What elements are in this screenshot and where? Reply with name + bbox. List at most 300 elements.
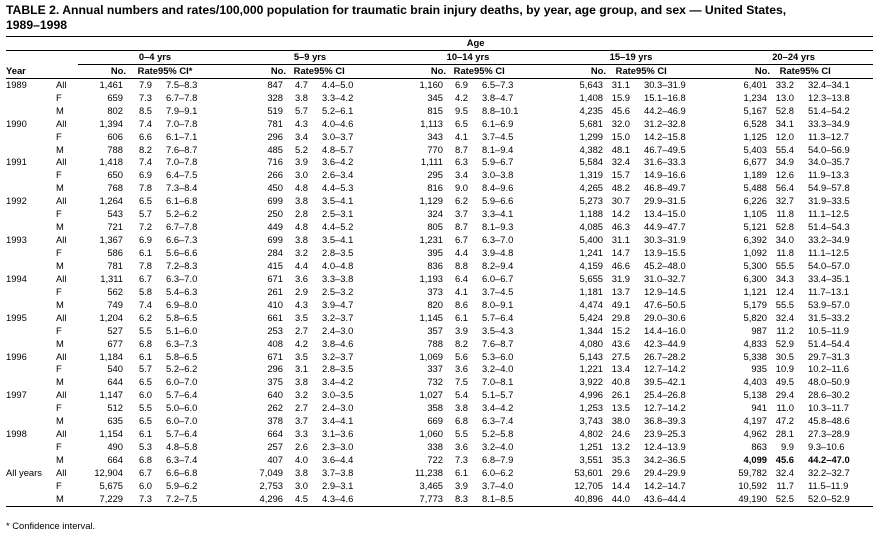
count-cell: 296 [267, 363, 283, 375]
ci-cell: 6.3–7.0 [166, 272, 198, 284]
table-row [6, 118, 873, 131]
col-no: No. [78, 64, 126, 78]
table-row [6, 428, 873, 441]
year-cell [6, 221, 56, 234]
year-cell [6, 131, 56, 144]
rate-cell: 11.8 [776, 208, 794, 220]
rate-cell: 34.9 [775, 156, 794, 168]
ci-cell: 5.2–5.8 [482, 428, 514, 440]
count-cell: 449 [267, 221, 283, 233]
sex-cell: All [56, 311, 67, 323]
count-cell: 4,159 [579, 259, 603, 271]
rate-cell: 2.8 [294, 208, 308, 220]
count-cell: 1,299 [579, 130, 603, 142]
rate-cell: 3.2 [294, 247, 308, 259]
rate-cell: 5.3 [138, 441, 152, 453]
sex-cell: F [56, 208, 62, 220]
count-cell: 284 [267, 247, 283, 259]
sex-cell: M [56, 259, 64, 271]
count-cell: 378 [267, 415, 283, 427]
rate-cell: 31.9 [611, 272, 630, 284]
rate-cell: 48.2 [611, 182, 630, 194]
count-cell: 4,802 [579, 428, 603, 440]
ci-cell: 5.9–6.6 [482, 195, 514, 207]
year-cell: 1993 [6, 234, 27, 246]
ci-cell: 5.7–6.4 [482, 311, 514, 323]
count-cell: 12,705 [574, 479, 603, 491]
count-cell: 296 [267, 130, 283, 142]
rate-cell: 11.0 [776, 402, 794, 414]
count-cell: 802 [107, 104, 123, 116]
rate-cell: 3.8 [294, 376, 308, 388]
group-20-24: 20–24 yrs [714, 50, 873, 64]
count-cell: 1,408 [579, 91, 603, 103]
ci-cell: 3.8–4.7 [482, 91, 514, 103]
count-cell: 49,190 [714, 493, 770, 506]
ci-cell: 5.2–6.2 [166, 208, 198, 220]
ci-cell: 8.0–9.1 [482, 298, 514, 310]
count-cell: 5,400 [579, 234, 603, 246]
table-row [6, 286, 873, 299]
count-cell: 4,235 [579, 104, 603, 116]
ci-cell: 10.2–11.6 [808, 363, 850, 375]
rate-cell: 5.2 [294, 143, 308, 155]
year-cell [6, 454, 56, 467]
ci-cell: 13.9–15.5 [644, 247, 686, 259]
count-cell: 262 [267, 402, 283, 414]
rate-cell: 26.1 [611, 389, 630, 401]
rate-cell: 3.5 [294, 350, 308, 362]
rate-cell: 3.4 [294, 130, 308, 142]
rate-cell: 5.7 [138, 363, 152, 375]
ci-cell: 51.4–54.3 [808, 221, 850, 233]
count-cell: 4,996 [579, 389, 603, 401]
rate-cell: 32.7 [775, 195, 794, 207]
col-ci: 95% CI [314, 64, 388, 78]
ci-cell: 2.8–3.5 [322, 363, 354, 375]
sex-cell: M [56, 454, 64, 466]
rate-cell: 44.0 [606, 493, 636, 506]
count-cell: 644 [107, 376, 123, 388]
year-cell [6, 247, 56, 260]
count-cell: 1,344 [579, 324, 603, 336]
ci-cell: 44.2–47.0 [808, 454, 850, 466]
rate-cell: 49.1 [611, 298, 630, 310]
count-cell: 1,181 [579, 285, 603, 297]
rate-cell: 8.3 [446, 493, 474, 506]
rate-cell: 6.8 [138, 454, 152, 466]
count-cell: 12,904 [94, 466, 123, 478]
rate-cell: 24.6 [611, 428, 630, 440]
count-cell: 1,160 [419, 78, 443, 90]
year-cell [6, 208, 56, 221]
sex-cell: F [56, 441, 62, 453]
rate-cell: 5.7 [138, 208, 152, 220]
count-cell: 6,401 [743, 78, 767, 90]
ci-cell: 2.5–3.1 [322, 208, 354, 220]
year-cell [6, 441, 56, 454]
rate-cell: 34.3 [775, 272, 794, 284]
rate-cell: 7.3 [138, 91, 152, 103]
ci-cell: 6.0–7.0 [166, 415, 198, 427]
count-cell: 250 [267, 208, 283, 220]
ci-cell: 5.4–6.3 [166, 285, 198, 297]
rate-cell: 43.6 [611, 337, 630, 349]
ci-cell: 5.7–6.4 [166, 428, 198, 440]
rate-cell: 55.4 [775, 143, 794, 155]
rate-cell: 8.5 [138, 104, 152, 116]
ci-cell: 23.9–25.3 [644, 428, 686, 440]
rate-cell: 45.6 [775, 454, 794, 466]
rate-cell: 11.8 [776, 247, 794, 259]
count-cell: 519 [267, 104, 283, 116]
rate-cell: 52.5 [770, 493, 800, 506]
rate-cell: 6.0 [138, 479, 152, 491]
ci-cell: 3.3–3.8 [322, 272, 354, 284]
count-cell: 1,069 [419, 350, 443, 362]
sex-cell: M [56, 104, 64, 116]
count-cell: 586 [107, 247, 123, 259]
count-cell: 1,311 [100, 272, 123, 284]
rate-cell: 52.8 [775, 104, 794, 116]
ci-cell: 6.0–7.0 [166, 376, 198, 388]
ci-cell: 3.5–4.3 [482, 324, 514, 336]
count-cell: 1,121 [743, 285, 767, 297]
ci-cell: 31.9–33.5 [808, 195, 850, 207]
ci-cell: 3.8–4.6 [322, 337, 354, 349]
ci-cell: 4.4–5.0 [322, 78, 354, 90]
count-cell: 1,188 [579, 208, 603, 220]
ci-cell: 4.3–4.6 [314, 493, 388, 506]
ci-cell: 8.1–9.4 [482, 143, 514, 155]
year-cell [6, 402, 56, 415]
count-cell: 6,528 [743, 117, 767, 129]
count-cell: 7,229 [78, 493, 126, 506]
count-cell: 1,145 [419, 311, 443, 323]
ci-cell: 5.2–6.1 [322, 104, 354, 116]
count-cell: 1,092 [743, 247, 767, 259]
count-cell: 5,643 [579, 78, 603, 90]
count-cell: 5,273 [579, 195, 603, 207]
sex-cell: All [56, 272, 67, 284]
ci-cell: 5.8–6.5 [166, 350, 198, 362]
count-cell: 732 [427, 376, 443, 388]
table-row [6, 169, 873, 182]
count-cell: 1,105 [743, 208, 767, 220]
count-cell: 266 [267, 169, 283, 181]
count-cell: 664 [107, 454, 123, 466]
rate-cell: 3.2 [294, 389, 308, 401]
count-cell: 4,085 [579, 221, 603, 233]
ci-cell: 3.1–3.6 [322, 428, 354, 440]
rate-cell: 12.6 [775, 169, 794, 181]
year-cell [6, 363, 56, 376]
table-row [6, 92, 873, 105]
rate-cell: 6.8 [138, 337, 152, 349]
ci-cell: 32.4–34.1 [808, 78, 850, 90]
rate-cell: 7.4 [138, 298, 152, 310]
count-cell: 1,319 [579, 169, 603, 181]
ci-cell: 7.2–7.5 [158, 493, 232, 506]
ci-cell: 25.4–26.8 [644, 389, 686, 401]
count-cell: 295 [427, 169, 443, 181]
count-cell: 395 [427, 247, 443, 259]
rate-cell: 3.9 [454, 324, 468, 336]
count-cell: 407 [267, 454, 283, 466]
count-cell: 5,820 [743, 311, 767, 323]
rate-cell: 4.0 [294, 454, 308, 466]
rate-cell: 6.1 [454, 311, 468, 323]
ci-cell: 6.8–7.9 [482, 454, 514, 466]
rate-cell: 9.5 [454, 104, 468, 116]
ci-cell: 33.2–34.9 [808, 234, 850, 246]
year-cell: 1990 [6, 117, 27, 129]
ci-cell: 7.3–8.4 [166, 182, 198, 194]
year-header: Year [6, 64, 78, 78]
rate-cell: 6.1 [138, 247, 152, 259]
year-cell [6, 415, 56, 428]
rate-cell: 14.4 [611, 479, 630, 491]
count-cell: 7,049 [259, 466, 283, 478]
count-cell: 4,833 [743, 337, 767, 349]
table-row [6, 144, 873, 157]
sex-cell: F [56, 285, 62, 297]
count-cell: 987 [751, 324, 767, 336]
rate-cell: 2.7 [294, 324, 308, 336]
count-cell: 5,300 [743, 259, 767, 271]
header-blank [6, 37, 78, 51]
rate-cell: 29.6 [611, 466, 630, 478]
rate-cell: 4.1 [454, 130, 468, 142]
count-cell: 1,264 [99, 195, 123, 207]
ci-cell: 6.9–8.0 [166, 298, 198, 310]
rate-cell: 3.6 [294, 272, 308, 284]
rate-cell: 34.1 [775, 117, 794, 129]
table-row [6, 221, 873, 234]
count-cell: 408 [267, 337, 283, 349]
count-cell: 1,189 [743, 169, 767, 181]
ci-cell: 46.8–49.7 [644, 182, 686, 194]
ci-cell: 39.5–42.1 [644, 376, 686, 388]
ci-cell: 12.9–14.5 [644, 285, 686, 297]
ci-cell: 30.3–31.9 [644, 78, 686, 90]
rate-cell: 32.4 [775, 311, 794, 323]
col-rate: Rate [770, 64, 800, 78]
count-cell: 543 [107, 208, 123, 220]
sex-cell: All [56, 428, 67, 440]
rate-cell: 40.8 [611, 376, 630, 388]
ci-cell: 3.4–4.2 [482, 402, 514, 414]
count-cell: 5,179 [743, 298, 767, 310]
sex-cell: F [56, 169, 62, 181]
rate-cell: 12.0 [775, 130, 794, 142]
count-cell: 415 [267, 259, 283, 271]
count-cell: 562 [107, 285, 123, 297]
ci-cell: 6.7–7.8 [166, 221, 198, 233]
rate-cell: 29.8 [611, 311, 630, 323]
ci-cell: 8.2–9.4 [482, 259, 514, 271]
ci-cell: 45.2–48.0 [644, 259, 686, 271]
ci-cell: 6.3–7.0 [482, 234, 514, 246]
count-cell: 6,677 [743, 156, 767, 168]
ci-cell: 47.6–50.5 [644, 298, 686, 310]
count-cell: 749 [107, 298, 123, 310]
count-cell: 664 [267, 428, 283, 440]
table-row [6, 493, 873, 506]
sex-cell: F [56, 91, 62, 103]
table-row [6, 312, 873, 325]
rate-cell: 3.9 [454, 479, 468, 491]
ci-cell: 8.1–8.5 [474, 493, 548, 506]
rate-cell: 48.1 [611, 143, 630, 155]
ci-cell: 4.8–5.8 [166, 441, 198, 453]
ci-cell: 3.5–4.1 [322, 195, 354, 207]
rate-cell: 9.0 [454, 182, 468, 194]
year-cell [6, 182, 56, 195]
table-row [6, 260, 873, 273]
ci-cell: 4.4–5.3 [322, 182, 354, 194]
rate-cell: 34.0 [775, 234, 794, 246]
table-row [6, 441, 873, 454]
count-cell: 635 [107, 415, 123, 427]
count-cell: 699 [267, 195, 283, 207]
rate-cell: 7.2 [138, 221, 152, 233]
year-cell [6, 338, 56, 351]
rate-cell: 9.9 [780, 441, 794, 453]
rate-cell: 4.8 [294, 221, 308, 233]
table-row [6, 208, 873, 221]
count-cell: 345 [427, 91, 443, 103]
rate-cell: 6.8 [454, 415, 468, 427]
group-10-14: 10–14 yrs [388, 50, 548, 64]
ci-cell: 10.3–11.7 [808, 402, 850, 414]
rate-cell: 38.0 [611, 415, 630, 427]
count-cell: 338 [427, 441, 443, 453]
ci-cell: 29.7–31.3 [808, 350, 850, 362]
rate-cell: 29.4 [775, 389, 794, 401]
count-cell: 59,782 [738, 466, 767, 478]
count-cell: 253 [267, 324, 283, 336]
rate-cell: 31.1 [611, 78, 630, 90]
count-cell: 781 [267, 117, 283, 129]
ci-cell: 5.0–6.0 [166, 402, 198, 414]
count-cell: 1,129 [419, 195, 443, 207]
rate-cell: 3.6 [454, 441, 468, 453]
year-cell: 1996 [6, 350, 27, 362]
table-row [6, 389, 873, 402]
rate-cell: 3.4 [454, 169, 468, 181]
ci-cell: 3.7–3.8 [322, 466, 354, 478]
count-cell: 650 [107, 169, 123, 181]
count-cell: 540 [107, 363, 123, 375]
ci-cell: 46.7–49.5 [644, 143, 686, 155]
count-cell: 358 [427, 402, 443, 414]
rate-cell: 4.1 [454, 285, 468, 297]
ci-cell: 7.0–7.8 [166, 156, 198, 168]
table-row [6, 131, 873, 144]
ci-cell: 3.3–4.1 [482, 208, 514, 220]
ci-cell: 5.1–5.7 [482, 389, 514, 401]
rate-cell: 28.1 [775, 428, 794, 440]
table-row [6, 402, 873, 415]
count-cell: 3,551 [579, 454, 603, 466]
rate-cell: 31.1 [611, 234, 630, 246]
rate-cell: 14.7 [611, 247, 630, 259]
ci-cell: 53.9–57.0 [808, 298, 850, 310]
rate-cell: 7.4 [138, 156, 152, 168]
ci-cell: 12.7–14.2 [644, 402, 686, 414]
rate-cell: 4.4 [294, 259, 308, 271]
count-cell: 6,392 [743, 234, 767, 246]
ci-cell: 6.0–6.7 [482, 272, 514, 284]
rate-cell: 7.8 [138, 259, 152, 271]
ci-cell: 5.3–6.0 [482, 350, 514, 362]
sex-cell: All [56, 466, 67, 478]
ci-cell: 6.1–7.1 [166, 130, 198, 142]
rate-cell: 3.0 [294, 169, 308, 181]
rate-cell: 6.1 [138, 428, 152, 440]
rate-cell: 6.7 [138, 272, 152, 284]
sex-cell: All [56, 389, 67, 401]
rate-cell: 5.6 [454, 350, 468, 362]
sex-cell: M [56, 337, 64, 349]
ci-cell: 5.8–6.5 [166, 311, 198, 323]
count-cell: 781 [107, 259, 123, 271]
year-cell [6, 286, 56, 299]
count-cell: 722 [427, 454, 443, 466]
count-cell: 490 [107, 441, 123, 453]
ci-cell: 3.2–4.0 [482, 363, 514, 375]
rate-cell: 7.8 [138, 182, 152, 194]
col-ci: 95% CI [636, 64, 714, 78]
rate-cell: 32.0 [611, 117, 630, 129]
count-cell: 1,221 [579, 363, 603, 375]
ci-cell: 3.2–3.7 [322, 311, 354, 323]
year-cell [6, 299, 56, 312]
rate-cell: 7.3 [126, 493, 158, 506]
table-row [6, 156, 873, 169]
rate-cell: 7.4 [138, 117, 152, 129]
rate-cell: 3.3 [294, 428, 308, 440]
sex-cell: All [56, 117, 67, 129]
ci-cell: 4.0–4.8 [322, 259, 354, 271]
ci-cell: 8.8–10.1 [482, 104, 519, 116]
count-cell: 820 [427, 298, 443, 310]
ci-cell: 3.0–3.5 [322, 389, 354, 401]
ci-cell: 6.3–7.3 [166, 337, 198, 349]
table-body [6, 78, 873, 506]
rate-cell: 6.1 [454, 466, 468, 478]
count-cell: 671 [267, 272, 283, 284]
ci-cell: 51.4–54.4 [808, 337, 850, 349]
rate-cell: 45.6 [611, 104, 630, 116]
rate-cell: 4.7 [294, 78, 308, 90]
table-row [6, 467, 873, 480]
ci-cell: 6.1–6.9 [482, 117, 514, 129]
rate-cell: 2.9 [294, 285, 308, 297]
table-row [6, 78, 873, 91]
count-cell: 1,241 [579, 247, 603, 259]
count-cell: 4,080 [579, 337, 603, 349]
rate-cell: 56.4 [775, 182, 794, 194]
ci-cell: 52.0–52.9 [800, 493, 873, 506]
ci-cell: 8.1–9.3 [482, 221, 514, 233]
count-cell: 373 [427, 285, 443, 297]
ci-cell: 5.7–6.4 [166, 389, 198, 401]
rate-cell: 6.7 [454, 234, 468, 246]
col-ci: 95% CI [800, 64, 873, 78]
ci-cell: 54.9–57.8 [808, 182, 850, 194]
